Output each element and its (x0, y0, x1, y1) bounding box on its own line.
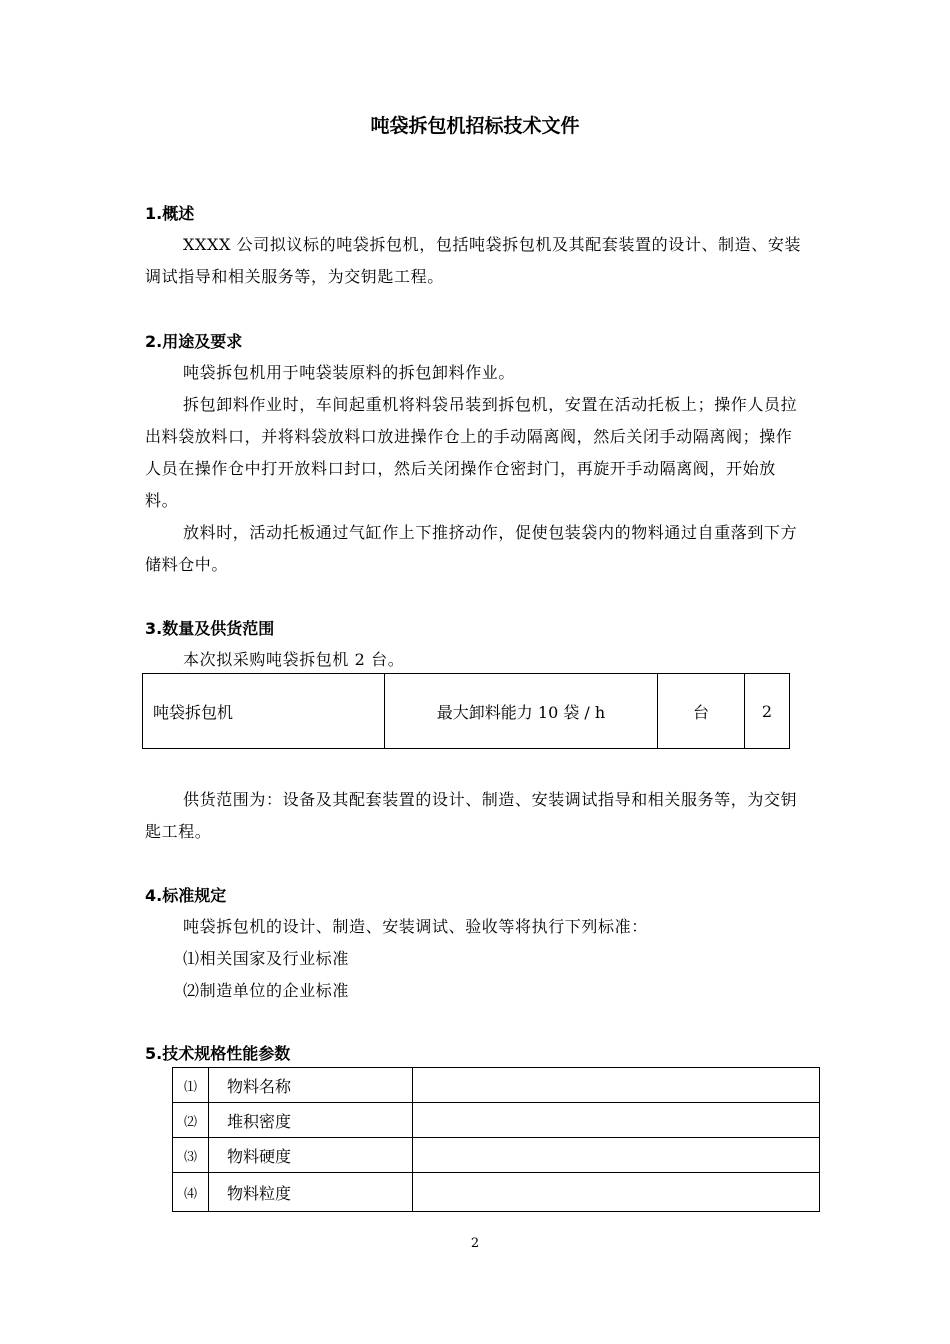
section-heading-standards: 4.标准规定 (145, 886, 227, 905)
overview-paragraph: XXXX 公司拟议标的吨袋拆包机，包括吨袋拆包机及其配套装置的设计、制造、安装调试指导和相关服务等，为交钥匙工程。 (145, 235, 802, 286)
quantity-cell: 2 (745, 674, 790, 749)
standards-paragraph: 吨袋拆包机的设计、制造、安装调试、验收等将执行下列标准： (183, 917, 648, 936)
spec-value (413, 1138, 820, 1173)
spec-label: 物料名称 (209, 1068, 413, 1103)
standards-item-2: ⑵制造单位的企业标准 (183, 981, 350, 1000)
standards-item-1: ⑴相关国家及行业标准 (183, 949, 350, 968)
usage-paragraph-2: 拆包卸料作业时，车间起重机将料袋吊装到拆包机，安置在活动托板上；操作人员拉出料袋放料口，并将料袋放料口放进操作仓上的手动隔离阀，然后关闭手动隔离阀；操作人员在操作仓中打开放料口封口，然后关闭操作仓密封门，再旋开手动隔离阀，开始放料。 (145, 395, 798, 510)
table-row (173, 1103, 820, 1138)
table-row (143, 674, 790, 749)
table-row (173, 1173, 820, 1212)
spec-value (413, 1068, 820, 1103)
table-row (173, 1068, 820, 1103)
spec-value (413, 1173, 820, 1212)
table-row (173, 1138, 820, 1173)
quantity-paragraph: 本次拟采购吨袋拆包机 2 台。 (183, 650, 405, 669)
spec-label: 物料粒度 (209, 1173, 413, 1212)
section-heading-overview: 1.概述 (145, 204, 195, 223)
section-heading-specs: 5.技术规格性能参数 (145, 1044, 291, 1063)
supply-table (142, 673, 790, 749)
spec-label: 堆积密度 (209, 1103, 413, 1138)
unit-cell: 台 (658, 674, 745, 749)
spec-num: ⑴ (173, 1068, 209, 1103)
spec-num: ⑶ (173, 1138, 209, 1173)
section-heading-usage: 2.用途及要求 (145, 332, 243, 351)
spec-value (413, 1103, 820, 1138)
spec-table (172, 1067, 820, 1212)
spec-label: 物料硬度 (209, 1138, 413, 1173)
usage-paragraph-1: 吨袋拆包机用于吨袋装原料的拆包卸料作业。 (183, 363, 516, 382)
supply-scope-paragraph: 供货范围为：设备及其配套装置的设计、制造、安装调试指导和相关服务等，为交钥匙工程。 (145, 790, 798, 841)
equipment-name-cell: 吨袋拆包机 (143, 674, 385, 749)
spec-num: ⑵ (173, 1103, 209, 1138)
capacity-cell: 最大卸料能力 10 袋 / h (385, 674, 658, 749)
page-number: 2 (470, 1236, 480, 1251)
page-title: 吨袋拆包机招标技术文件 (370, 115, 580, 137)
usage-paragraph-3: 放料时，活动托板通过气缸作上下推挤动作，促使包装袋内的物料通过自重落到下方储料仓中。 (145, 523, 798, 574)
section-heading-quantity: 3.数量及供货范围 (145, 619, 275, 638)
spec-num: ⑷ (173, 1173, 209, 1212)
